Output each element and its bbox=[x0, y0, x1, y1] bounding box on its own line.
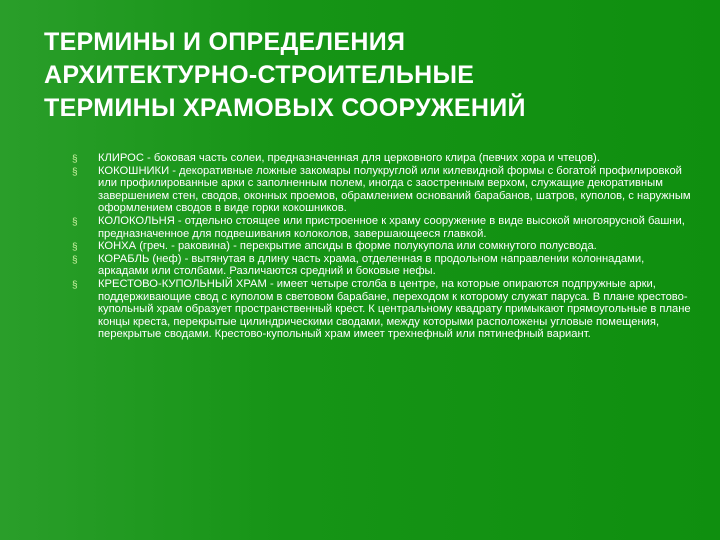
term-text: КРЕСТОВО-КУПОЛЬНЫЙ ХРАМ - имеет четыре столба в центре, на которые опираются подпружные арки, поддерживающие свод с куполом в световом барабане, переходом к которому служат паруса. В плане крестово-купольный храм образует пространственный крест. К центральному квадрату примыкают прямоугольные в плане концы креста, перекрытые цилиндрическими сводами, между которыми расположены угловые помещения, перекрытые сводами. Крестово-купольный храм имеет трехнефный или пятинефный вариант. bbox=[98, 277, 691, 341]
bullet-icon: § bbox=[72, 166, 78, 178]
term-text: КОРАБЛЬ (неф) - вытянутая в длину часть храма, отделенная в продольном направлении колоннадами, аркадами или столбами. Различаются средний и боковые нефы. bbox=[98, 252, 645, 278]
term-text: КЛИРОС - боковая часть солеи, предназначенная для церковного клира (певчих хора и чтецов). bbox=[98, 152, 600, 164]
bullet-icon: § bbox=[72, 254, 78, 266]
bullet-icon: § bbox=[72, 279, 78, 291]
list-item bbox=[72, 165, 692, 215]
list-item bbox=[72, 278, 692, 341]
terms-list bbox=[72, 152, 692, 341]
slide-title bbox=[44, 26, 684, 125]
title-line-1: ТЕРМИНЫ И ОПРЕДЕЛЕНИЯ bbox=[44, 28, 406, 56]
term-text: КОНХА (греч. - раковина) - перекрытие апсиды в форме полукупола или сомкнутого полусвода. bbox=[98, 240, 597, 253]
term-text: КОЛОКОЛЬНЯ - отдельно стоящее или пристроенное к храму сооружение в виде высокой многоярусной башни, предназначенное для подвешивания колоколов, завершающееся главкой. bbox=[98, 214, 685, 240]
list-item bbox=[72, 240, 692, 253]
list-item bbox=[72, 152, 692, 165]
title-line-3: ТЕРМИНЫ ХРАМОВЫХ СООРУЖЕНИЙ bbox=[44, 94, 526, 122]
list-item bbox=[72, 253, 692, 278]
term-text: КОКОШНИКИ - декоративные ложные закомары полукруглой или килевидной формы с богатой профилировкой или профилированные арки с заполненным полем, иногда с заостренным верхом, служащие декоративным завершением стен, сводов, оконных проемов, обрамлением оснований барабанов, шатров, куполов, с наружным оформлением сводов в виде горки кокошников. bbox=[98, 164, 691, 215]
bullet-icon: § bbox=[72, 242, 78, 254]
list-item bbox=[72, 215, 692, 240]
bullet-icon: § bbox=[72, 154, 78, 165]
title-line-2: АРХИТЕКТУРНО-СТРОИТЕЛЬНЫЕ bbox=[44, 61, 475, 89]
bullet-icon: § bbox=[72, 216, 78, 228]
